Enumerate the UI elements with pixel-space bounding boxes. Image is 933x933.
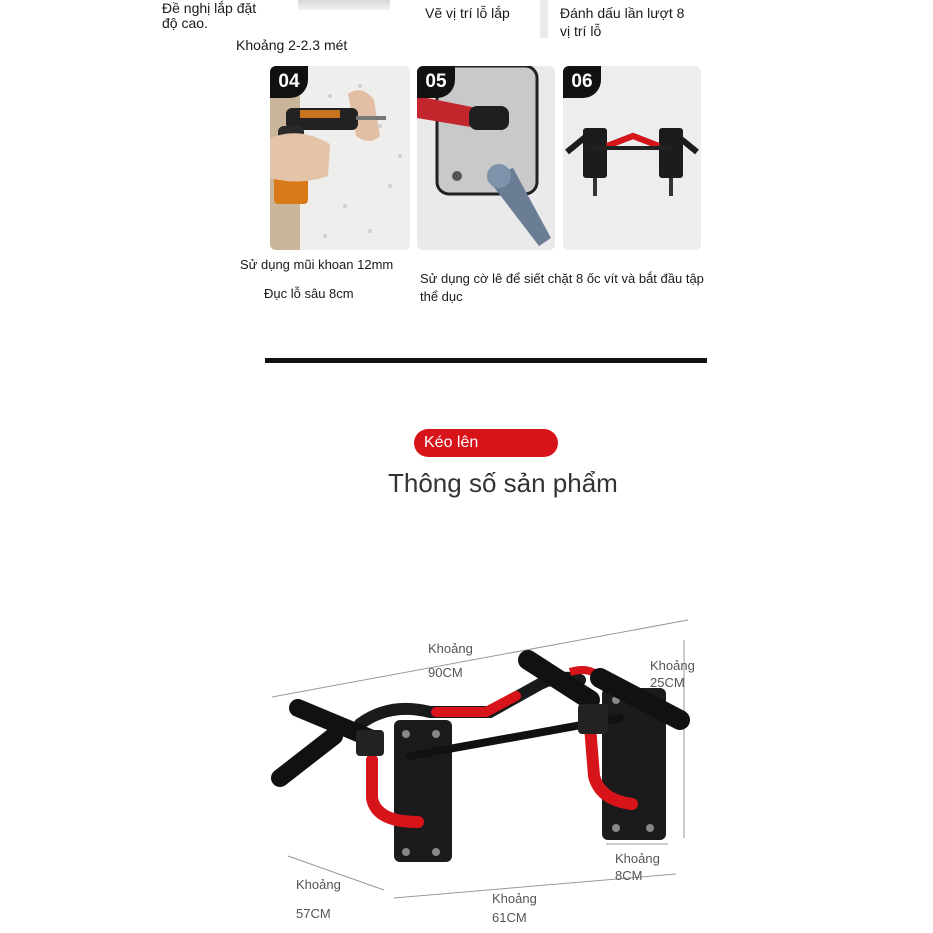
- dimension-label: Khoảng: [492, 891, 537, 906]
- wrench-caption-line1: Sử dụng cờ lê để siết chặt 8 ốc vít và bắt đầu tập: [420, 271, 704, 286]
- dimension-value: 90CM: [428, 665, 463, 680]
- section-divider: [265, 358, 707, 363]
- height-57-label: [296, 876, 341, 922]
- dimension-label: Khoảng: [650, 658, 695, 673]
- spread-61-label: [492, 890, 537, 926]
- mark-holes-caption-line1: Đánh dấu lần lượt 8: [560, 5, 685, 21]
- top-photo-fragment: [298, 0, 390, 10]
- category-tag: Kéo lên: [414, 429, 558, 457]
- dimension-value: 61CM: [492, 910, 527, 925]
- install-height-caption-line1: Đề nghị lắp đặt: [162, 0, 257, 16]
- top-photo-fragment: [540, 0, 548, 38]
- step-06-photo: [563, 66, 701, 250]
- install-height-caption-line2: độ cao.: [162, 15, 208, 31]
- dimension-value: 25CM: [650, 675, 685, 690]
- step-number-badge: 04: [270, 66, 308, 98]
- step-04-photo: [270, 66, 410, 250]
- dimension-label: Khoảng: [615, 851, 660, 866]
- draw-holes-caption: Vẽ vị trí lỗ lắp: [425, 5, 510, 21]
- distance-caption: Khoảng 2-2.3 mét: [236, 37, 348, 53]
- depth-25-label: [650, 657, 695, 691]
- step-number-badge: 06: [563, 66, 601, 98]
- drill-caption-line1: Sử dụng mũi khoan 12mm: [240, 257, 394, 272]
- step-number-badge: 05: [417, 66, 455, 98]
- plate-8-label: [615, 850, 660, 884]
- drill-caption-line2: Đục lỗ sâu 8cm: [264, 286, 354, 301]
- spec-title: Thông số sản phẩm: [388, 468, 618, 498]
- dimension-label: Khoảng: [428, 641, 473, 656]
- dimension-label: Khoảng: [296, 877, 341, 892]
- dimension-value: 8CM: [615, 868, 643, 883]
- mark-holes-caption-line2: vị trí lỗ: [560, 23, 602, 39]
- step-05-photo: [417, 66, 555, 250]
- width-90-label: [428, 640, 473, 681]
- dimension-value: 57CM: [296, 906, 331, 921]
- wrench-caption-line2: thể dục: [420, 289, 463, 304]
